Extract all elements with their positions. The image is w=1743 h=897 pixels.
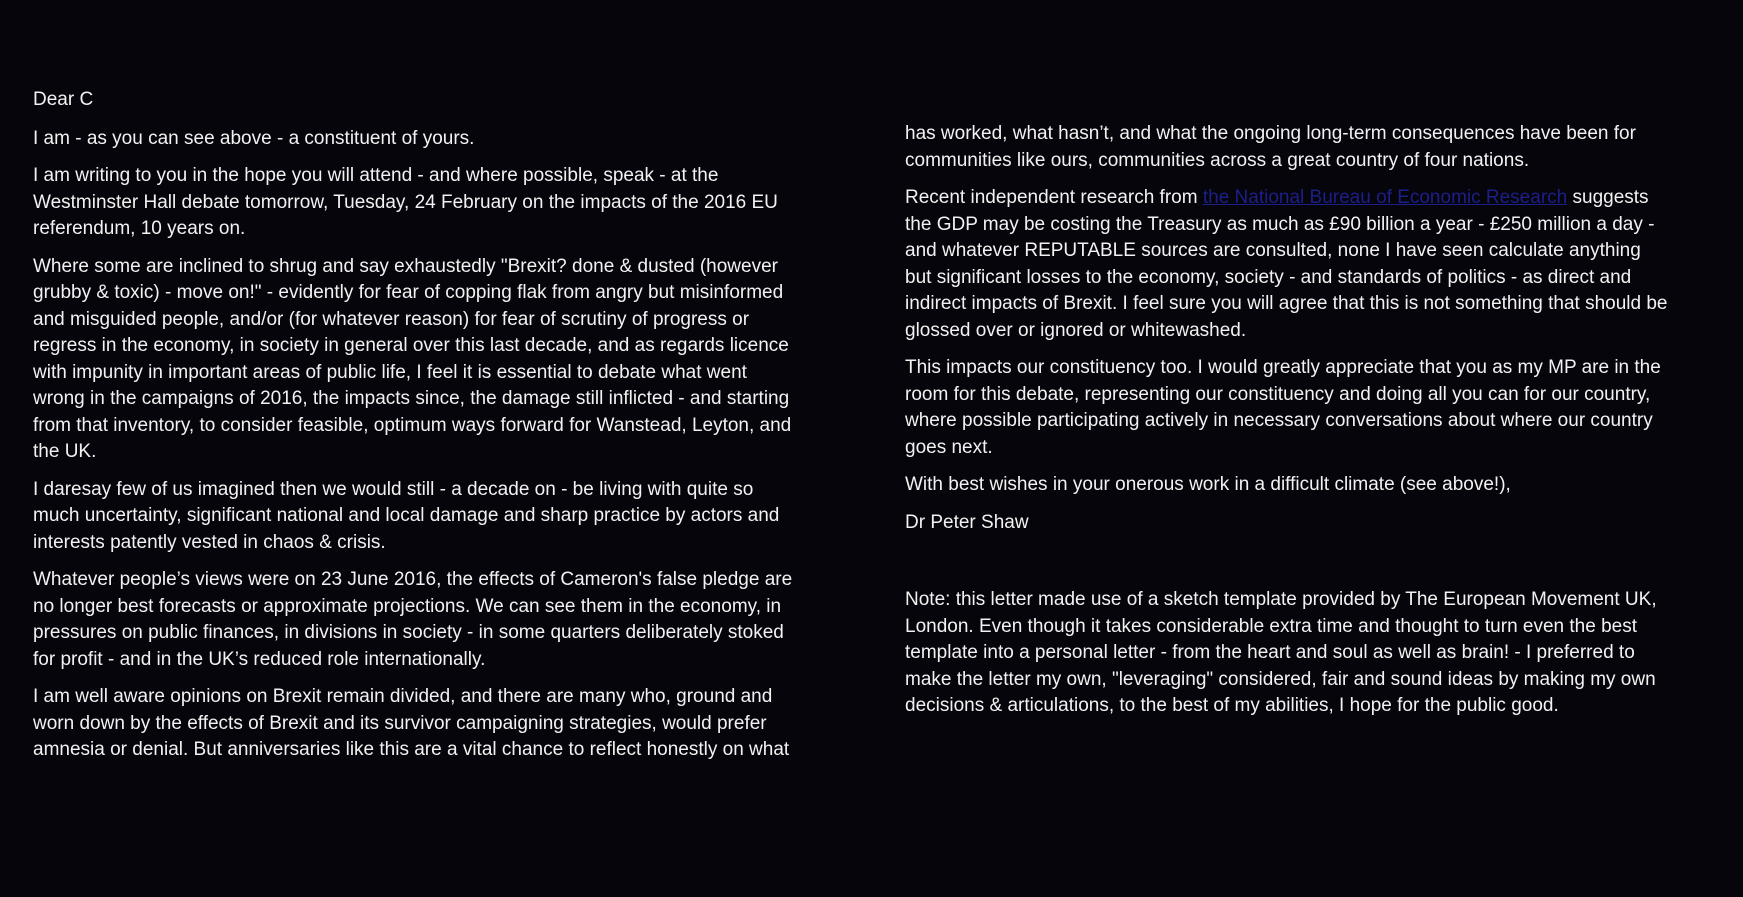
nber-research-link[interactable]: the National Bureau of Economic Research bbox=[1202, 187, 1568, 208]
paragraph-7-body: the GDP may be costing the Treasury as much as £90 billion a year - £250 million a day - and whatever REPUTABLE sources are consulted, none I have seen calculate anything but significant losses to the economy, society - and standards of politics - as direct and indirect impacts of Brexit. I feel sure you will agree that this is not something that should be glossed over or ignored or whitewashed. bbox=[905, 213, 1668, 341]
letter-paragraph-3: Where some are inclined to shrug and say exhaustedly "Brexit? done & dusted (however grubby & toxic) - move on!" - evidently for fear of copping flak from angry but misinformed and misguided people, and/or (for whatever reason) for fear of scrutiny of progress or regress in the economy, in society in general over this last decade, and as regards licence with impunity in important areas of public life, I feel it is essential to debate what went wrong in the campaigns of 2016, the impacts since, the damage still inflicted - and starting from that inventory, to consider feasible, optimum ways forward for Wanstead, Leyton, and the UK. bbox=[33, 255, 792, 462]
letter-closing: With best wishes in your onerous work in a difficult climate (see above!), bbox=[905, 474, 1511, 495]
letter-greeting: Dear C bbox=[33, 89, 94, 110]
letter-paragraph-2: I am writing to you in the hope you will attend - and where possible, speak - at the Westminster Hall debate tomorrow, Tuesday, 24 February on the impacts of the 2016 EU referendum, 10 years on. bbox=[33, 165, 778, 239]
letter-note: Note: this letter made use of a sketch template provided by The European Movement UK, London. Even though it takes considerable extra time and thought to turn even the best template into a personal letter - from the heart and soul as well as brain! - I preferred to make the letter my own, "leveraging" considered, fair and sound ideas by making my own decisions & articulations, to the best of my abilities, I hope for the public good. bbox=[905, 589, 1657, 716]
letter-column-right bbox=[905, 121, 1715, 731]
letter-paragraph-7 bbox=[905, 185, 1715, 344]
letter-paragraph-4: I daresay few of us imagined then we would still - a decade on - be living with quite so much uncertainty, significant national and local damage and sharp practice by actors and interests patently vested in chaos & crisis. bbox=[33, 478, 780, 553]
letter-column-left bbox=[33, 87, 843, 775]
letter-paragraph-6: I am well aware opinions on Brexit remain divided, and there are many who, ground and worn down by the effects of Brexit and its survivor campaigning strategies, would prefer amnesia or denial. But anniversaries like this are a vital chance to reflect honestly on what bbox=[33, 686, 790, 760]
letter-paragraph-6-continued: has worked, what hasn’t, and what the ongoing long-term consequences have been for communities like ours, communities across a great country of four nations. bbox=[905, 123, 1636, 171]
letter-paragraph-1: I am - as you can see above - a constituent of yours. bbox=[33, 127, 475, 149]
letter-paragraph-5: Whatever people’s views were on 23 June 2016, the effects of Cameron's false pledge are no longer best forecasts or approximate projections. We can see them in the economy, in pressures on public finances, in divisions in society - in some quarters deliberately stoked for profit - and in the UK’s reduced role internationally. bbox=[33, 569, 793, 670]
signature-spacer bbox=[905, 547, 1715, 587]
letter-signature: Dr Peter Shaw bbox=[905, 511, 1029, 533]
paragraph-7-link-tail: suggests bbox=[1567, 187, 1649, 208]
letter-paragraph-8: This impacts our constituency too. I would greatly appreciate that you as my MP are in the room for this debate, representing our constituency and doing all you can for our country, where possible participating actively in necessary conversations about where our country goes next. bbox=[905, 357, 1661, 458]
paragraph-7-intro: Recent independent research from bbox=[905, 187, 1203, 208]
